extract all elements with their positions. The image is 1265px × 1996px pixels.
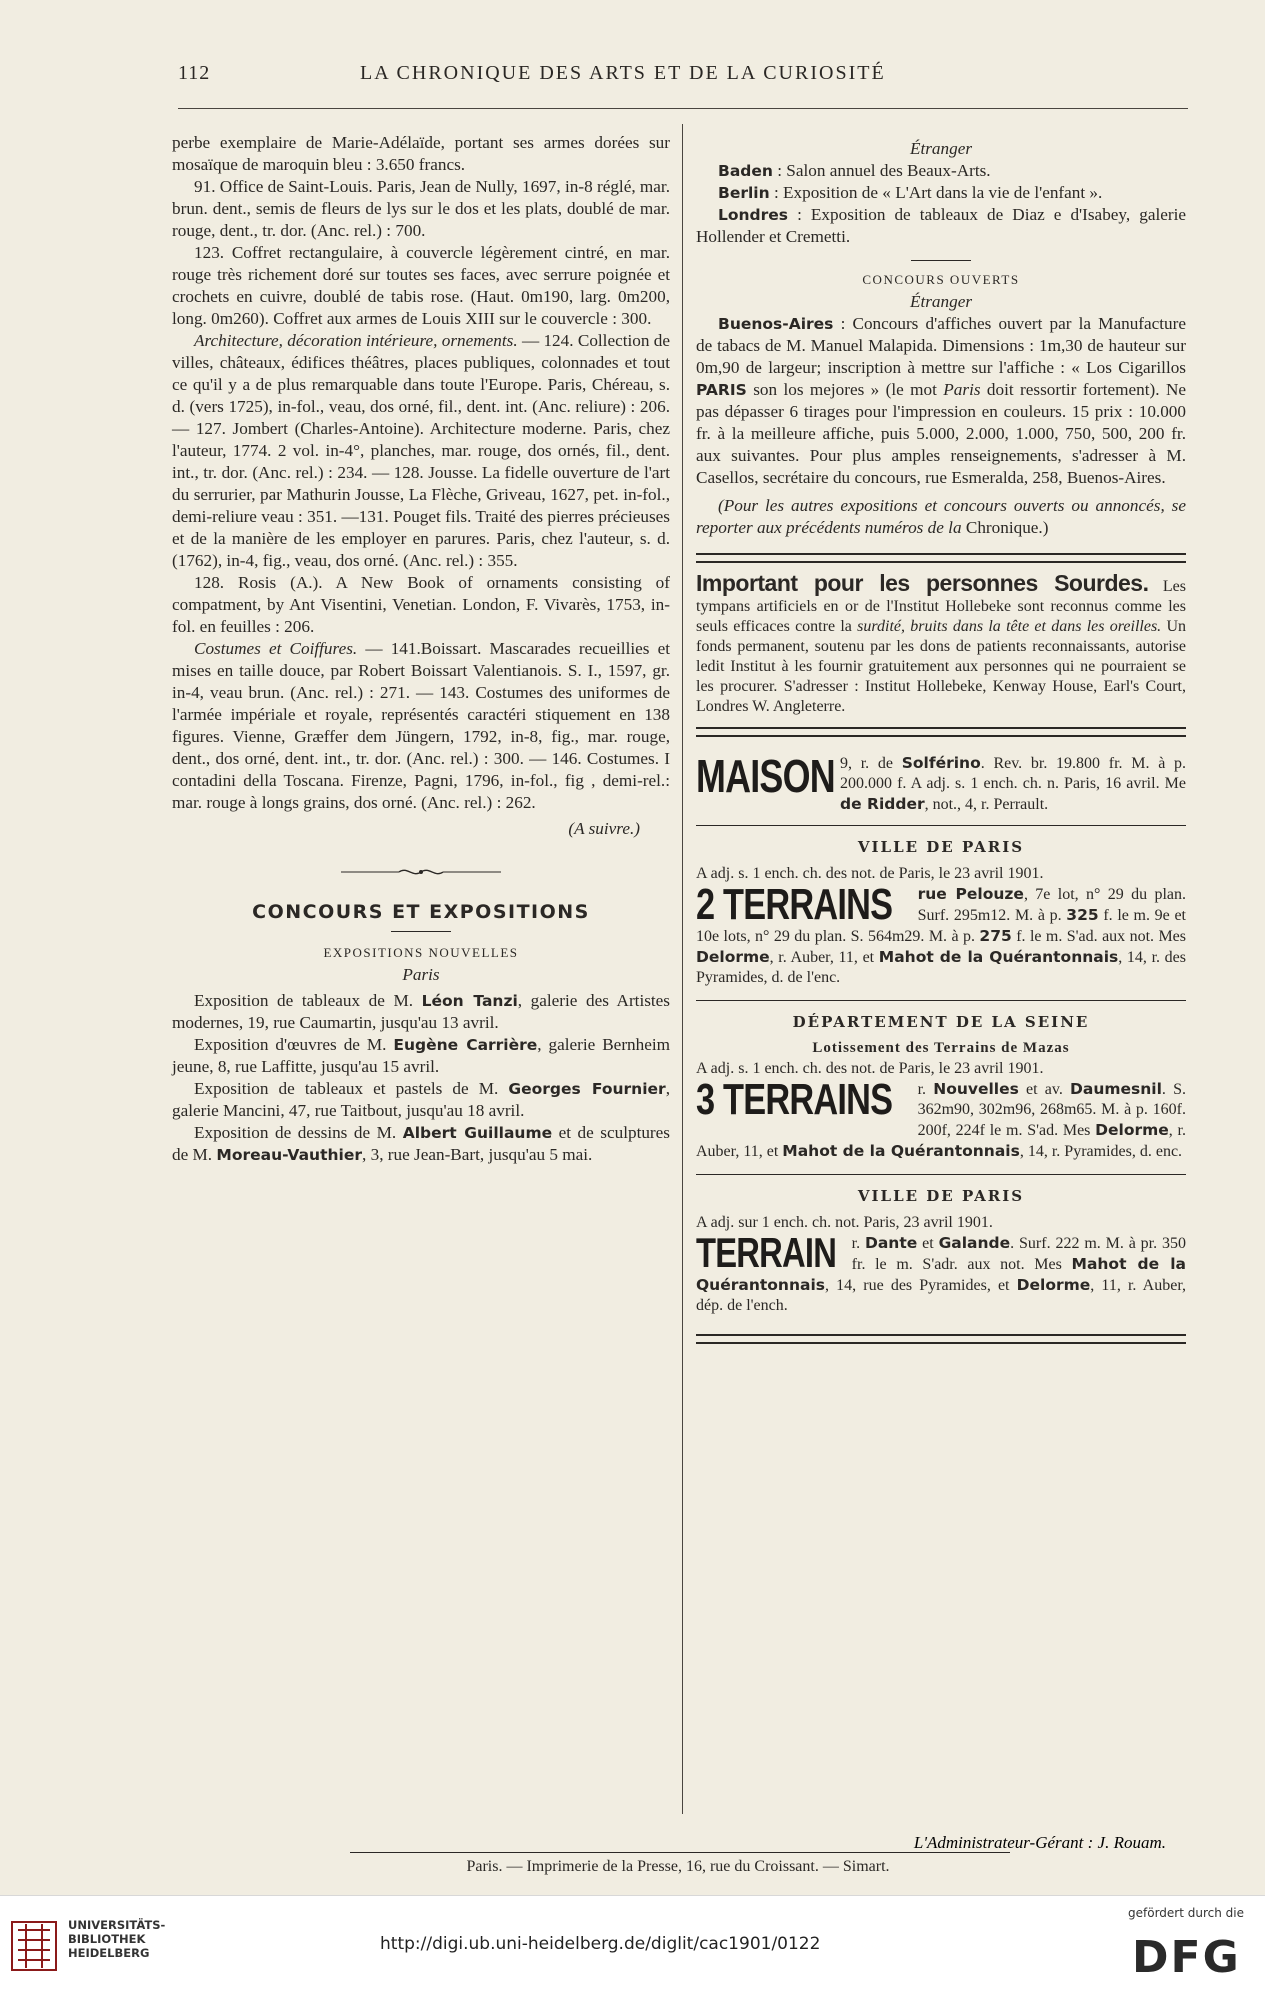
exhibition-entry: [172, 990, 670, 1034]
exhibition-entry: [696, 160, 1186, 182]
double-rule: [696, 727, 1186, 737]
paragraph: [172, 330, 670, 572]
city-name: Baden: [718, 162, 773, 180]
ad-title: Important pour les personnes Sourdes.: [696, 570, 1149, 596]
street-name: Daumesnil: [1070, 1080, 1162, 1098]
text: , 3, rue Jean-Bart, jusqu'au 5 mai.: [362, 1145, 593, 1164]
ad-text: A adj. s. 1 ench. ch. des not. de Paris, le 23 avril 1901.: [696, 865, 1044, 882]
paragraph-text: — 124. Collection de villes, châteaux, édifices théâtres, places publiques, colonnades et tout ce qu'il y a de plus remarquable dans toute l'Europe. Paris, Chéreau, s. d. (vers 1725), in-fol., veau, dos orné, fil., dent. int. (Anc. reliure) : 206. — 127. Jombert (Charles-Antoine). Architecture moderne. Paris, chez l'auteur, 1774. 2 vol. in-4°, planches, mar. rouge, dos ornés, fil., dent. int., tr. dor. (Anc. rel.) : 234. — 128. Jousse. La fidelle ouverture de l'art du serrurier, par Mathurin Jousse, La Flèche, Griveau, 1627, pet. in-fol., demi-reliure veau : 351. —131. Pouget fils. Traité des pierres précieuses et de la manière de les employer en parures. Paris, chez l'auteur, s. d. (1762), in-4, fig., veau, dos orné. (Anc. rel.) : 355.: [172, 331, 670, 570]
notary-name: Delorme: [1016, 1276, 1091, 1294]
advertisement-maison: [696, 753, 1186, 815]
advertisement-terrain: [696, 1185, 1186, 1316]
advertisement-sourds: [696, 570, 1186, 717]
library-footer-bar: [0, 1895, 1265, 1996]
ad-big-word: 3 TERRAINS: [696, 1079, 893, 1124]
text: son los mejores » (le mot: [746, 380, 944, 399]
printer-line: Paris. — Imprimerie de la Presse, 16, rue du Croissant. — Simart.: [466, 1858, 890, 1875]
text: . Surf. 222 m. M. à pr. 350 fr. le m. S'adr. aux not. Mes: [851, 1235, 1186, 1273]
dfg-logo: DFG: [1132, 1932, 1241, 1983]
ad-heading: VILLE DE PARIS: [857, 1187, 1025, 1205]
text: , 11, r. Auber, dép. de l'ench.: [696, 1277, 1186, 1314]
text: : Exposition de tableaux de Diaz e d'Isabey, galerie Hollender et Cremetti.: [696, 205, 1186, 246]
notary-name: Delorme: [696, 948, 770, 966]
price: 275: [979, 927, 1012, 945]
text: , 7e lot, n° 29 du plan. Surf. 295m12. M. à p.: [917, 886, 1186, 924]
funded-by-label: gefördert durch die: [1128, 1906, 1244, 1920]
page-number: 112: [178, 62, 211, 84]
artist-name: Léon Tanzi: [421, 992, 518, 1010]
notary-name: Delorme: [1095, 1121, 1169, 1139]
street-name: rue Pelouze: [917, 885, 1024, 903]
paragraph: perbe exemplaire de Marie-Adélaïde, portant ses armes dorées sur mosaïque de maroquin bleu : 3.650 francs.: [172, 133, 670, 174]
paragraph: 128. Rosis (A.). A New Book of ornaments consisting of compatment, by Ant Visentini, Venetian. London, F. Vivarès, 1753, in-fol. en feuilles : 206.: [172, 573, 670, 636]
artist-name: Eugène Carrière: [393, 1036, 538, 1054]
text: , galerie Bernheim jeune, 8, rue Laffitte, jusqu'au 15 avril.: [172, 1035, 670, 1076]
ad-text: A adj. s. 1 ench. ch. des not. de Paris, le 23 avril 1901.: [696, 1060, 1044, 1077]
subsection-title: EXPOSITIONS NOUVELLES: [323, 945, 519, 960]
text: Un fonds permanent, soutenu par les dons de patients reconnaissants, autorise ledit Institut à les fournir gratuitement aux personnes qui ne pourraient se les procurer. S'adresser : Institut Hollebeke, Kenway House, Earl's Court, Londres W. Angleterre.: [696, 618, 1186, 715]
text: et av.: [1018, 1081, 1070, 1098]
street-name: Dante: [864, 1234, 918, 1252]
subsection-place: Étranger: [909, 292, 973, 311]
text: f. le m. S'ad. aux not. Mes: [1011, 928, 1186, 945]
exhibition-entry: [696, 204, 1186, 248]
running-header: [0, 56, 1265, 92]
text: r.: [917, 1081, 934, 1098]
right-column: [696, 138, 1186, 1354]
text: r.: [851, 1235, 865, 1252]
paragraph-text: — 141.Boissart. Mascarades recueillies et mises en taille douce, par Robert Boissart Valentianois. S. I., 1597, gr. in-4, veau brun. (Anc. rel.) : 271. — 143. Costumes des uniformes de l'armée impériale et royale, représentés caractéri stiquement en 138 figures. Vienne, Græffer dem Jüngern, 1792, in-8, fig., mar. rouge, dent., dos orné, dent. int., tr. dor. (Anc. rel.) : 300. — 146. Costumes. I contadini della Toscana. Firenze, Pagni, 1796, in-fol., fig , demi-rel.: mar. rouge à longs grains, dos orné. (Anc. rel.) : 262.: [172, 639, 671, 812]
exhibition-entry: [172, 1122, 670, 1166]
ad-subheading: Lotissement des Terrains de Mazas: [812, 1040, 1070, 1056]
paragraph: 91. Office de Saint-Louis. Paris, Jean de Nully, 1697, in-8 réglé, mar. brun. dent., semis de fleurs de lys sur le dos et les plats, doublé de mar. rouge, dent., tr. dor. (Anc. rel.) : 700.: [172, 177, 670, 240]
text: : Exposition de « L'Art dans la vie de l'enfant ».: [769, 183, 1103, 202]
subsection-title: CONCOURS OUVERTS: [862, 272, 1020, 287]
street-name: Galande: [938, 1234, 1011, 1252]
notary-name: Mahot de la Quérantonnais: [782, 1142, 1020, 1160]
exhibition-entry: [172, 1034, 670, 1078]
library-name-line: BIBLIOTHEK: [68, 1932, 146, 1946]
to-be-continued: (A suivre.): [568, 819, 640, 838]
notary-name: Mahot de la Quérantonnais: [696, 1255, 1186, 1294]
section-label: Costumes et Coiffures.: [194, 639, 358, 658]
text: . S. 362m90, 302m96, 268m65. M. à p. 160f. 200f, 224f le m. S'ad. Mes: [917, 1081, 1186, 1139]
ad-heading: DÉPARTEMENT DE LA SEINE: [792, 1013, 1090, 1031]
artist-name: Moreau-Vauthier: [216, 1146, 362, 1164]
short-rule: [911, 260, 971, 261]
text: : Concours d'affiches ouvert par la Manufacture de tabacs de M. Manuel Malapida. Dimensions : 1m,30 de hauteur sur 0m,90 de largeur; inscription à mettre sur l'affiche : « Los Cigarillos: [696, 314, 1186, 377]
text: , 14, rue des Pyramides, et: [825, 1277, 1017, 1294]
ad-big-word: MAISON: [696, 753, 835, 802]
library-name: [68, 1918, 165, 1960]
rule: [696, 825, 1186, 826]
text: Paris: [943, 380, 981, 399]
advertisement-2-terrains: [696, 836, 1186, 988]
text: doit ressortir fortement). Ne pas dépasser 6 tirages pour l'impression en couleurs. 15 prix : 10.000 fr. à la meilleure affiche, puis 5.000, 2.000, 1.000, 750, 500, 200 fr. aux suivantes. Pour plus amples renseignements, s'adresser à M. Casellos, secrétaire du concours, rue Esmeralda, 258, Buenos-Aires.: [696, 380, 1186, 487]
permalink[interactable]: http://digi.ub.uni-heidelberg.de/diglit/cac1901/0122: [380, 1934, 821, 1954]
exhibition-entry: [696, 182, 1186, 204]
artist-name: Georges Fournier: [508, 1080, 666, 1098]
city-name: Berlin: [718, 184, 770, 202]
subsection-place: Étranger: [909, 139, 973, 158]
price: 325: [1066, 906, 1099, 924]
note: [696, 495, 1186, 539]
paragraph: 123. Coffret rectangulaire, à couvercle légèrement cintré, en mar. rouge très richement doré sur toutes ses faces, avec serrure poignée et crochets en cuivre, doublé de tabis rose. (Haut. 0m190, larg. 0m200, long. 0m260). Coffret aux armes de Louis XIII sur le couvercle : 300.: [172, 243, 670, 328]
section-label: Architecture, décoration intérieure, ornements.: [194, 331, 518, 350]
city-name: Londres: [718, 206, 789, 224]
administrator-line: L'Administrateur-Gérant : J. Rouam.: [913, 1833, 1166, 1852]
university-seal-icon: [8, 1916, 60, 1976]
paragraph: [172, 638, 670, 814]
text: Les tympans artificiels en or de l'Institut Hollebeke sont reconnus comme les seuls efficaces contre la: [696, 578, 1186, 635]
rule: [696, 1174, 1186, 1175]
text: surdité, bruits dans la tête et dans les oreilles.: [857, 618, 1162, 635]
text: , galerie des Artistes modernes, 19, rue Caumartin, jusqu'au 13 avril.: [172, 991, 670, 1032]
text: Exposition de tableaux et pastels de M.: [194, 1079, 509, 1098]
library-name-line: UNIVERSITÄTS-: [68, 1918, 166, 1932]
contest-entry: [696, 313, 1186, 489]
text: Exposition d'œuvres de M.: [194, 1035, 394, 1054]
city-name: Buenos-Aires: [718, 315, 834, 333]
running-title: LA CHRONIQUE DES ARTS ET DE LA CURIOSITÉ: [360, 62, 886, 84]
text: , r. Auber, 11, et: [769, 949, 879, 966]
text: . Rev. br. 19.800 fr. M. à p. 200.000 f. A adj. s. 1 ench. ch. n. Paris, 16 avril. Me: [840, 755, 1186, 792]
ad-heading: VILLE DE PARIS: [857, 838, 1025, 856]
notary-name: Mahot de la Quérantonnais: [878, 948, 1119, 966]
exhibition-entry: [172, 1078, 670, 1122]
double-rule: [696, 1334, 1186, 1344]
text: Chronique.): [961, 518, 1049, 537]
slogan-word: PARIS: [696, 381, 747, 399]
ornament-icon: [341, 866, 501, 878]
text: , galerie Mancini, 47, rue Taitbout, jusqu'au 18 avril.: [172, 1079, 670, 1120]
advertisement-3-terrains: [696, 1011, 1186, 1162]
text: , not., 4, r. Perrault.: [924, 796, 1049, 813]
ornament-divider: [172, 862, 670, 883]
left-column: [172, 132, 670, 1166]
section-title: CONCOURS ET EXPOSITIONS: [252, 901, 590, 923]
text: et: [917, 1235, 939, 1252]
text: : Salon annuel des Beaux-Arts.: [772, 161, 991, 180]
rule: [696, 1000, 1186, 1001]
text: , 14, r. Pyramides, d. enc.: [1019, 1143, 1183, 1160]
text: (Pour les autres expositions et concours ouverts ou annoncés, se reporter aux précédents numéros de la: [696, 496, 1186, 537]
short-rule: [391, 931, 451, 932]
text: , r. Auber, 11, et: [696, 1122, 1186, 1160]
text: Exposition de tableaux de M.: [194, 991, 422, 1010]
street-name: Nouvelles: [933, 1080, 1019, 1098]
ad-big-word: 2 TERRAINS: [696, 884, 893, 929]
text: Exposition de dessins de M.: [194, 1123, 403, 1142]
text: et de sculptures de M.: [172, 1123, 670, 1164]
text: f. le m. 9e et 10e lots, n° 29 du plan. S. 564m29. M. à p.: [696, 907, 1186, 945]
text: , 14, r. des Pyramides, d. de l'enc.: [696, 949, 1186, 986]
notary-name: de Ridder: [840, 795, 925, 813]
header-rule: [178, 108, 1188, 109]
subsection-place: Paris: [402, 965, 440, 984]
ad-text: A adj. sur 1 ench. ch. not. Paris, 23 avril 1901.: [696, 1214, 993, 1231]
footer-rule: [350, 1852, 1010, 1853]
artist-name: Albert Guillaume: [402, 1124, 553, 1142]
library-name-line: HEIDELBERG: [68, 1946, 150, 1960]
ad-big-word: TERRAIN: [696, 1233, 837, 1276]
column-divider: [682, 124, 683, 1814]
text: 9, r. de: [840, 755, 902, 772]
street-name: Solférino: [901, 754, 981, 772]
double-rule: [696, 553, 1186, 563]
